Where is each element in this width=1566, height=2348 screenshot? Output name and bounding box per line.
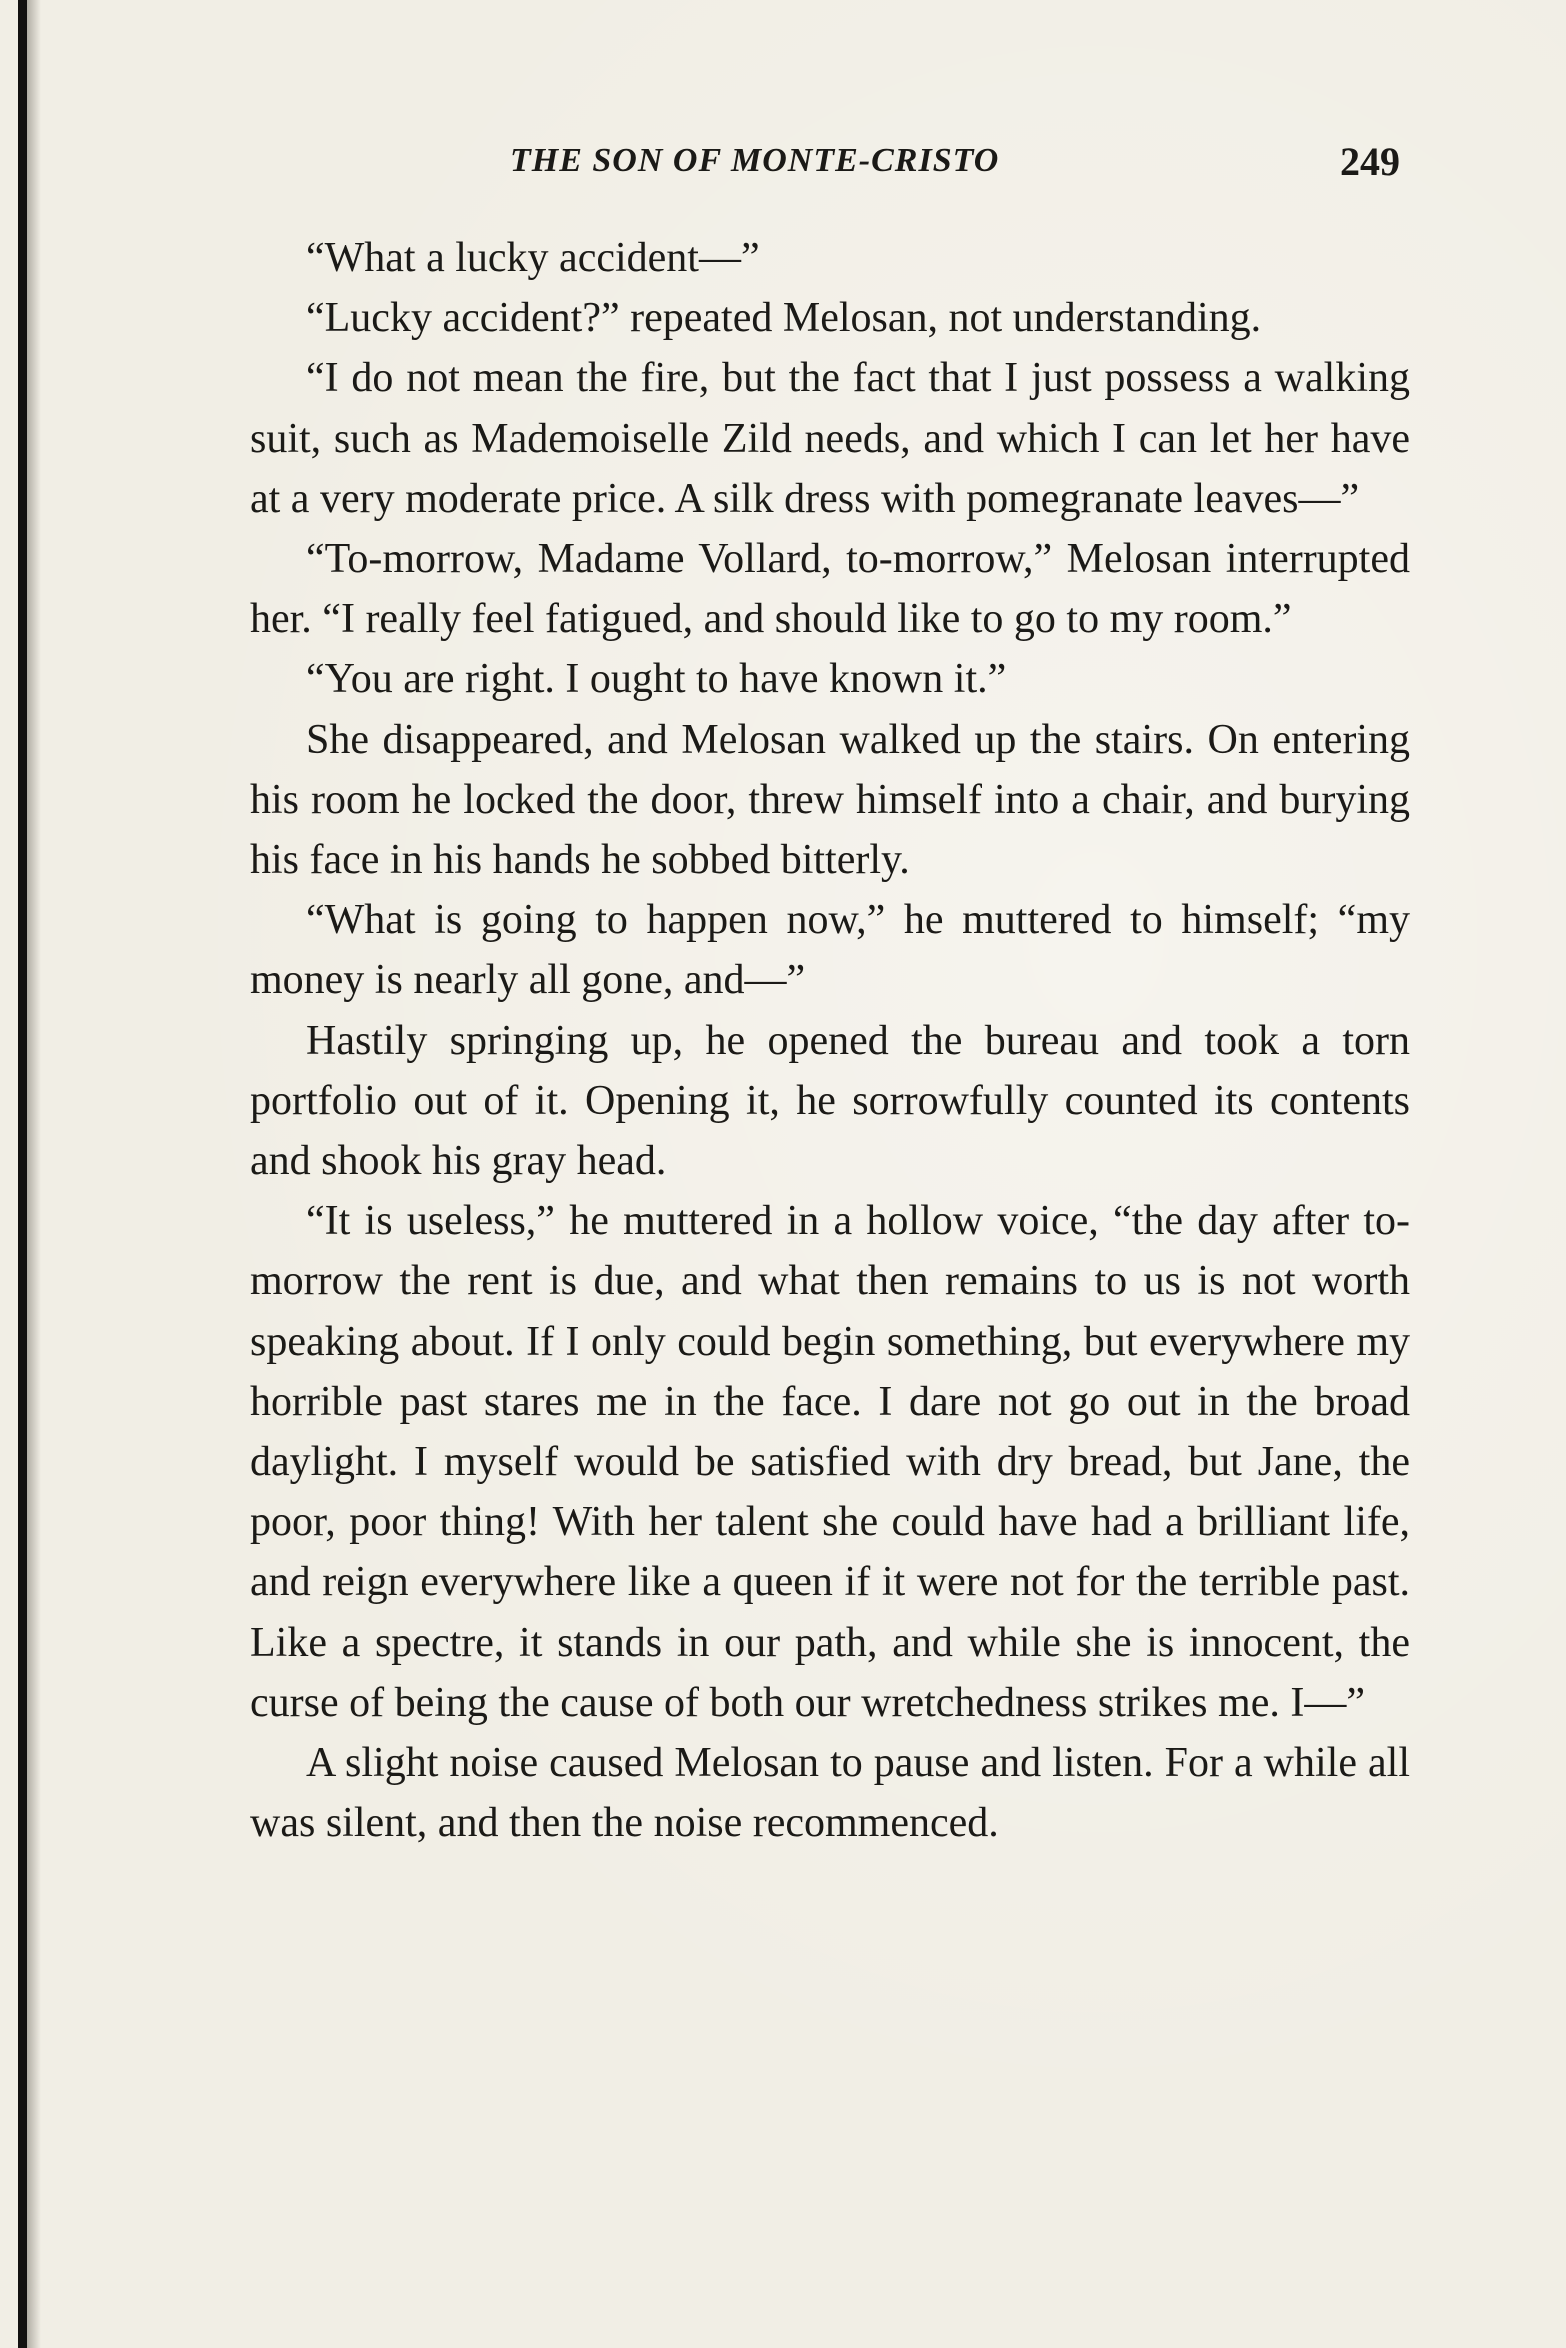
spine-shadow xyxy=(27,0,41,2348)
paragraph-5: “You are right. I ought to have known it.” xyxy=(306,656,1007,703)
paragraph-3: “I do not mean the fire, but the fact that I just possess a walking suit, such as Mademoiselle Zild needs, and which I can let her have at a very moderate price. A silk dress with pomegranate leaves—” xyxy=(250,355,1410,522)
paragraph-8: Hastily springing up, he opened the bureau and took a torn portfolio out of it. Opening it, he sorrowfully counted its contents and shook his gray head. xyxy=(250,1017,1410,1185)
paragraph-4: “To-morrow, Madame Vollard, to-morrow,” Melosan interrupted her. “I really feel fatigued, and should like to go to my room.” xyxy=(250,536,1410,643)
paragraph-10: A slight noise caused Melosan to pause and listen. For a while all was silent, and then the noise recommenced. xyxy=(250,1740,1410,1847)
page-number: 249 xyxy=(1340,139,1400,184)
paragraph-2: “Lucky accident?” repeated Melosan, not understanding. xyxy=(306,295,1262,342)
book-spine-edge xyxy=(18,0,27,2348)
body-text xyxy=(250,228,1410,1853)
paragraph-1: “What a lucky accident—” xyxy=(306,235,760,281)
paragraph-9: “It is useless,” he muttered in a hollow voice, “the day after to-morrow the rent is due, and what then remains to us is not worth speaking about. If I only could begin something, but everywhere my horrible past stares me in the face. I dare not go out in the broad daylight. I myself would be satisfied with dry bread, but Jane, the poor, poor thing! With her talent she could have had a brilliant life, and reign everywhere like a queen if it were not for the terrible past. Like a spectre, it stands in our path, and while she is innocent, the curse of being the cause of both our wretchedness strikes me. I—” xyxy=(250,1198,1410,1726)
running-title: THE SON OF MONTE-CRISTO xyxy=(510,142,1000,179)
paragraph-7: “What is going to happen now,” he muttered to himself; “my money is nearly all gone, and—” xyxy=(250,897,1410,1004)
paragraph-6: She disappeared, and Melosan walked up the stairs. On entering his room he locked the door, threw himself into a chair, and burying his face in his hands he sobbed bitterly. xyxy=(250,716,1410,884)
page-header xyxy=(250,139,1410,192)
